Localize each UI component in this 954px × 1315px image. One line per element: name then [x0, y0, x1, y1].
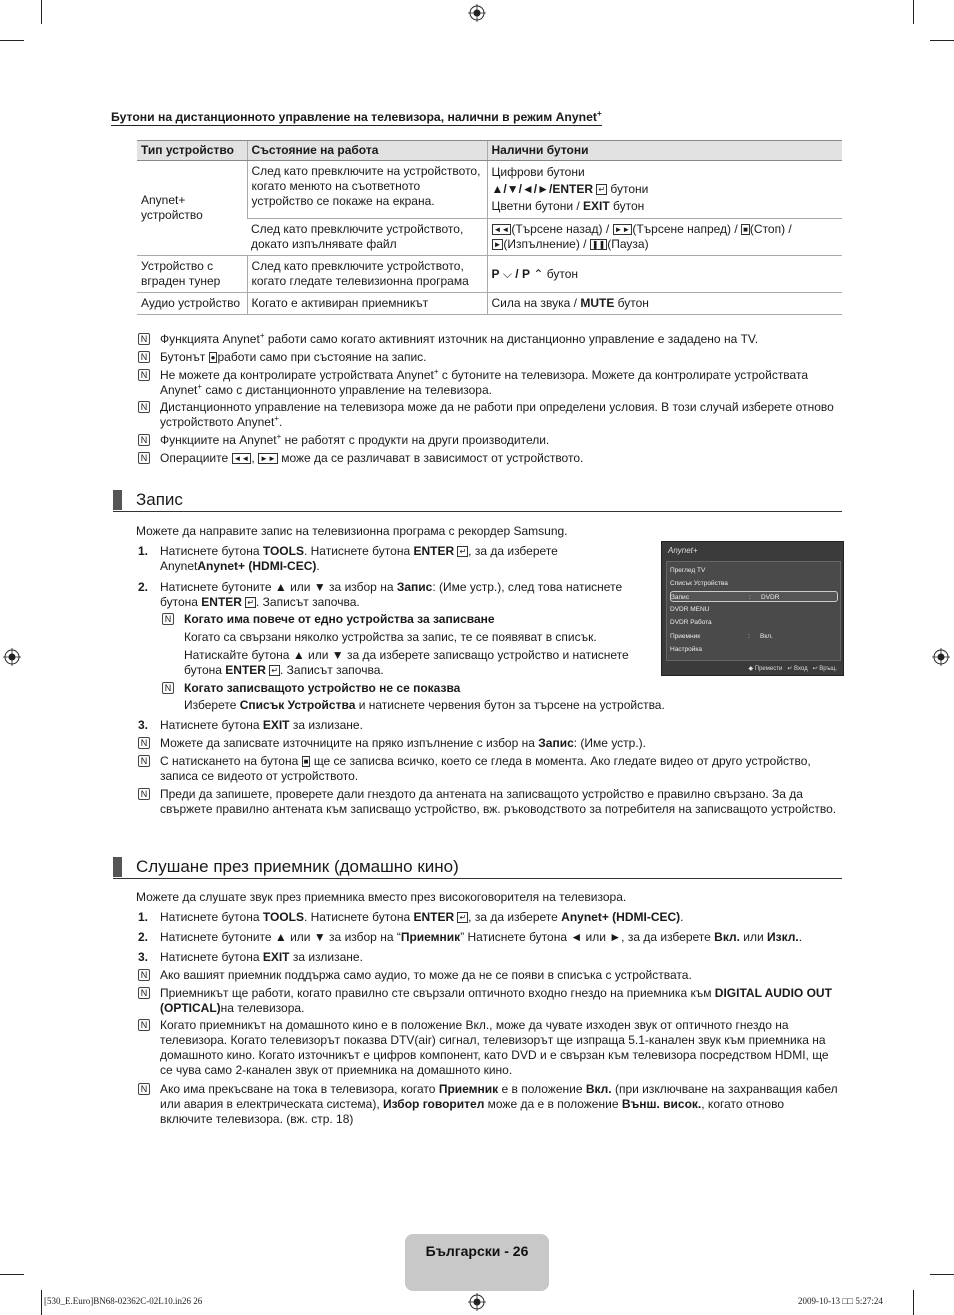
table-cell: След като превключите на устройството, когато менюто на съответното устройство се покаже на екрана.: [247, 161, 487, 219]
cell-text: бутон: [614, 296, 649, 310]
osd-menu-item: DVDR Работа: [670, 619, 712, 626]
registration-mark-icon: [932, 648, 950, 666]
cell-bold: EXIT: [583, 199, 610, 213]
table-row: [137, 161, 842, 219]
fast-forward-icon: ►►: [260, 454, 276, 464]
note-icon: N: [138, 788, 150, 800]
note-icon: N: [138, 333, 150, 345]
play-icon: ►: [493, 240, 502, 250]
osd-footer-hints: ◆ Премести ↵ Вход ↩ Връщ.: [748, 666, 837, 672]
step-item: 2. Натиснете бутоните ▲ или ▼ за избор на Запис: (Име устр.), след това натиснете бутона ENTER ↵ . Записът започва.: [138, 580, 623, 609]
rewind-icon: ◄◄: [493, 225, 510, 235]
enter-icon: ↵: [598, 185, 606, 195]
table-cell: [487, 256, 842, 293]
note-item: N С натискането на бутона ■ ще се записва всичко, което се гледа в момента. Ако гледате видео от друго устройство, записа се видеото от устройството.: [138, 754, 838, 784]
anynet-logo: Anynet+: [668, 546, 698, 555]
osd-menu-item: DVDR MENU: [670, 606, 710, 613]
cell-line: [492, 181, 839, 198]
note-icon: N: [138, 401, 150, 413]
registration-mark-icon: [468, 1293, 486, 1311]
cell-text: (Пауза): [607, 237, 649, 251]
cell-text: (Изпълнение) /: [503, 237, 587, 251]
enter-icon: ↵: [459, 547, 467, 557]
cell-bold: MUTE: [580, 296, 615, 310]
col-header-device-type: Тип устройство: [137, 141, 247, 161]
heading-zapis: Запис: [113, 490, 842, 512]
note-icon: N: [138, 969, 150, 981]
table-cell: [487, 219, 842, 256]
note-icon: N: [138, 434, 150, 446]
chevron-up-icon: ⌃: [533, 266, 544, 281]
note-icon: N: [138, 351, 150, 363]
cell-text: (Търсене назад) /: [511, 222, 610, 236]
cell-bold: P: [491, 266, 500, 281]
osd-menu-item: Приемник : Вкл.: [670, 633, 773, 640]
section-title-remote-buttons: Бутони на дистанционното управление на телевизора, налични в режим Anynet+: [111, 109, 602, 124]
note-icon: N: [162, 613, 174, 625]
note-icon: N: [138, 1083, 150, 1095]
cell-text: бутон: [609, 199, 645, 213]
osd-menu-item: Списък Устройства: [670, 580, 728, 587]
crop-mark: [913, 0, 914, 24]
stop-icon: ■: [303, 757, 309, 767]
cell-text: бутон: [543, 266, 578, 281]
osd-menu-item: Настройка: [670, 646, 702, 653]
note-icon: N: [138, 452, 150, 464]
registration-mark-icon: [468, 4, 486, 22]
page-number-label: Български - 26: [425, 1243, 529, 1259]
table-cell: Anynet+ устройство: [137, 161, 247, 256]
enter-icon: ↵: [271, 666, 278, 676]
sub-note-text: Изберете Списък Устройства и натиснете червения бутон за търсене на устройства.: [184, 698, 665, 712]
note-icon: N: [138, 987, 150, 999]
note-item: N Дистанционното управление на телевизора може да не работи при определени условия. В този случай изберете отново устройството Anynet+.: [138, 400, 838, 430]
step-item: 2. Натиснете бутоните ▲ или ▼ за избор на “Приемник” Натиснете бутона ◄ или ►, за да изберете Вкл. или Изкл..: [138, 930, 803, 944]
note-icon: N: [162, 682, 174, 694]
table-cell: Когато е активиран приемникът: [247, 293, 487, 315]
cell-text: Сила на звука /: [491, 296, 581, 310]
table-cell: Аудио устройство: [137, 293, 247, 315]
note-item: N Когато приемникът на домашното кино е в положение Вкл., може да чувате изходен звук от оптичното гнездо на телевизора. Когато телевизорът показва DTV(air) сигнал, телевизорът ще изпраща 5.1-канален звук към приемника на домашното кино. Когато източникът е цифров компонент, като DVD и е свързан към телевизора посредством HDMI, ще се чува само 2-канален звук от приемника на домашното кино.: [138, 1018, 838, 1078]
note-item: N Функцията Anynet+ работи само когато активният източник на дистанционно управление е зададено на TV.: [138, 332, 838, 347]
note-icon: N: [138, 755, 150, 767]
available-buttons-table: [137, 140, 842, 315]
registration-mark-icon: [3, 648, 21, 666]
table-cell: Устройство с вграден тунер: [137, 256, 247, 293]
footer-timestamp: 2009-10-13 □□ 5:27:24: [798, 1296, 883, 1306]
table-header-row: [137, 141, 842, 161]
cell-text: (Стоп) /: [749, 222, 792, 236]
receiver-intro: Можете да слушате звук през приемника вместо през високоговорителя на телевизора.: [136, 890, 627, 904]
sub-note-item: N Когато записващото устройство не се показва: [162, 681, 692, 696]
table-row: [137, 293, 842, 315]
osd-menu-item: Преглед TV: [670, 567, 706, 574]
enter-icon: ↵: [459, 913, 467, 923]
pause-icon: ❚❚: [591, 240, 606, 250]
col-header-buttons: Налични бутони: [487, 141, 842, 161]
crop-mark: [930, 40, 954, 41]
crop-mark: [0, 40, 24, 41]
crop-mark: [930, 1274, 954, 1275]
osd-menu-item-selected: Запис : DVDR: [670, 591, 838, 602]
cell-bold: / P: [511, 266, 530, 281]
note-icon: N: [138, 737, 150, 749]
chevron-down-icon: ⌵: [502, 266, 512, 281]
table-cell: [487, 161, 842, 219]
note-item: N Функциите на Anynet+ не работят с продукти на други производители.: [138, 433, 838, 448]
step-item: 1. Натиснете бутона TOOLS. Натиснете бутона ENTER ↵ , за да изберете AnynetAnynet+ (HDMI-CEC).: [138, 544, 558, 573]
table-cell: След като превключите устройството, когато гледате телевизионна програма: [247, 256, 487, 293]
table-cell: [487, 293, 842, 315]
crop-mark: [41, 1290, 42, 1315]
stop-icon: ■: [743, 225, 748, 235]
note-icon: N: [138, 369, 150, 381]
zapis-intro: Можете да направите запис на телевизионна програма с рекордер Samsung.: [136, 524, 568, 538]
col-header-state: Състояние на работа: [247, 141, 487, 161]
cell-text: Цветни бутони /: [491, 199, 584, 213]
note-item: N Операциите ◄◄ , ►► може да се различават в зависимост от устройството.: [138, 451, 838, 466]
osd-menu-panel: [666, 561, 841, 661]
footer-file-info: [530_E.Euro]BN68-02362C-02L10.in26 26: [44, 1296, 203, 1306]
step-item: 1. Натиснете бутона TOOLS. Натиснете бутона ENTER ↵ , за да изберете Anynet+ (HDMI-CEC).: [138, 910, 684, 924]
sub-note-text: Когато са свързани няколко устройства за запис, те се появяват в списък.: [184, 630, 597, 644]
record-icon: ●: [210, 353, 216, 363]
cell-text: бутони: [610, 182, 649, 196]
table-cell: След като превключите устройството, докато изпълнявате файл: [247, 219, 487, 256]
step-item: 3. Натиснете бутона EXIT за излизане.: [138, 950, 363, 964]
note-item: N Приемникът ще работи, когато правилно сте свързали оптичното входно гнездо на приемника към DIGITAL AUDIO OUT (OPTICAL)на телевизора.: [138, 986, 838, 1016]
note-item: N Преди да запишете, проверете дали гнездото да антената на записващото устройство е правилно свързано. За да свържете правилно антената към записващо устройство, вж. ръководството за потребителя на записващото устройство.: [138, 787, 838, 817]
note-item: N Бутонът ● работи само при състояние на запис.: [138, 350, 838, 365]
note-item: N Ако има прекъсване на тока в телевизора, когато Приемник е в положение Вкл. (при изключване на захранващия кабел или авария в електрическата система), Избор говорител може да е в положение Външ. висок., когато отново включите телевизора. (вж. стр. 18): [138, 1082, 838, 1127]
crop-mark: [0, 1274, 24, 1275]
note-icon: N: [138, 1019, 150, 1031]
anynet-menu-screenshot: [661, 541, 844, 676]
crop-mark: [913, 1290, 914, 1315]
fast-forward-icon: ►►: [614, 225, 631, 235]
sub-note-text: Натискайте бутона ▲ или ▼ за да изберете записващо устройство и натиснете бутона ENTER ↵ . Записът започва.: [184, 648, 629, 677]
cell-line: [492, 198, 839, 215]
note-item: N Ако вашият приемник поддържа само аудио, то може да не се появи в списъка с устройствата.: [138, 968, 838, 983]
note-item: N Не можете да контролирате устройствата Anynet+ с бутоните на телевизора. Можете да контролирате устройствата Anynet+ само с дистанционното управление на телевизора.: [138, 368, 838, 398]
cell-text: (Търсене напред) /: [632, 222, 738, 236]
page-number-badge: [405, 1234, 549, 1291]
step-item: 3. Натиснете бутона EXIT за излизане.: [138, 718, 363, 732]
cell-line: Цифрови бутони: [491, 165, 585, 179]
heading-receiver: Слушане през приемник (домашно кино): [113, 857, 842, 879]
enter-icon: ↵: [247, 598, 254, 608]
crop-mark: [41, 0, 42, 24]
table-row: [137, 256, 842, 293]
rewind-icon: ◄◄: [233, 454, 250, 464]
note-item: N Можете да записвате източниците на пряко изпълнение с избор на Запис: (Име устр.).: [138, 736, 838, 751]
sub-note-item: N Когато има повече от едно устройства за записване: [162, 612, 692, 627]
cell-bold: ▲/▼/◄/►/ENTER: [491, 182, 594, 196]
